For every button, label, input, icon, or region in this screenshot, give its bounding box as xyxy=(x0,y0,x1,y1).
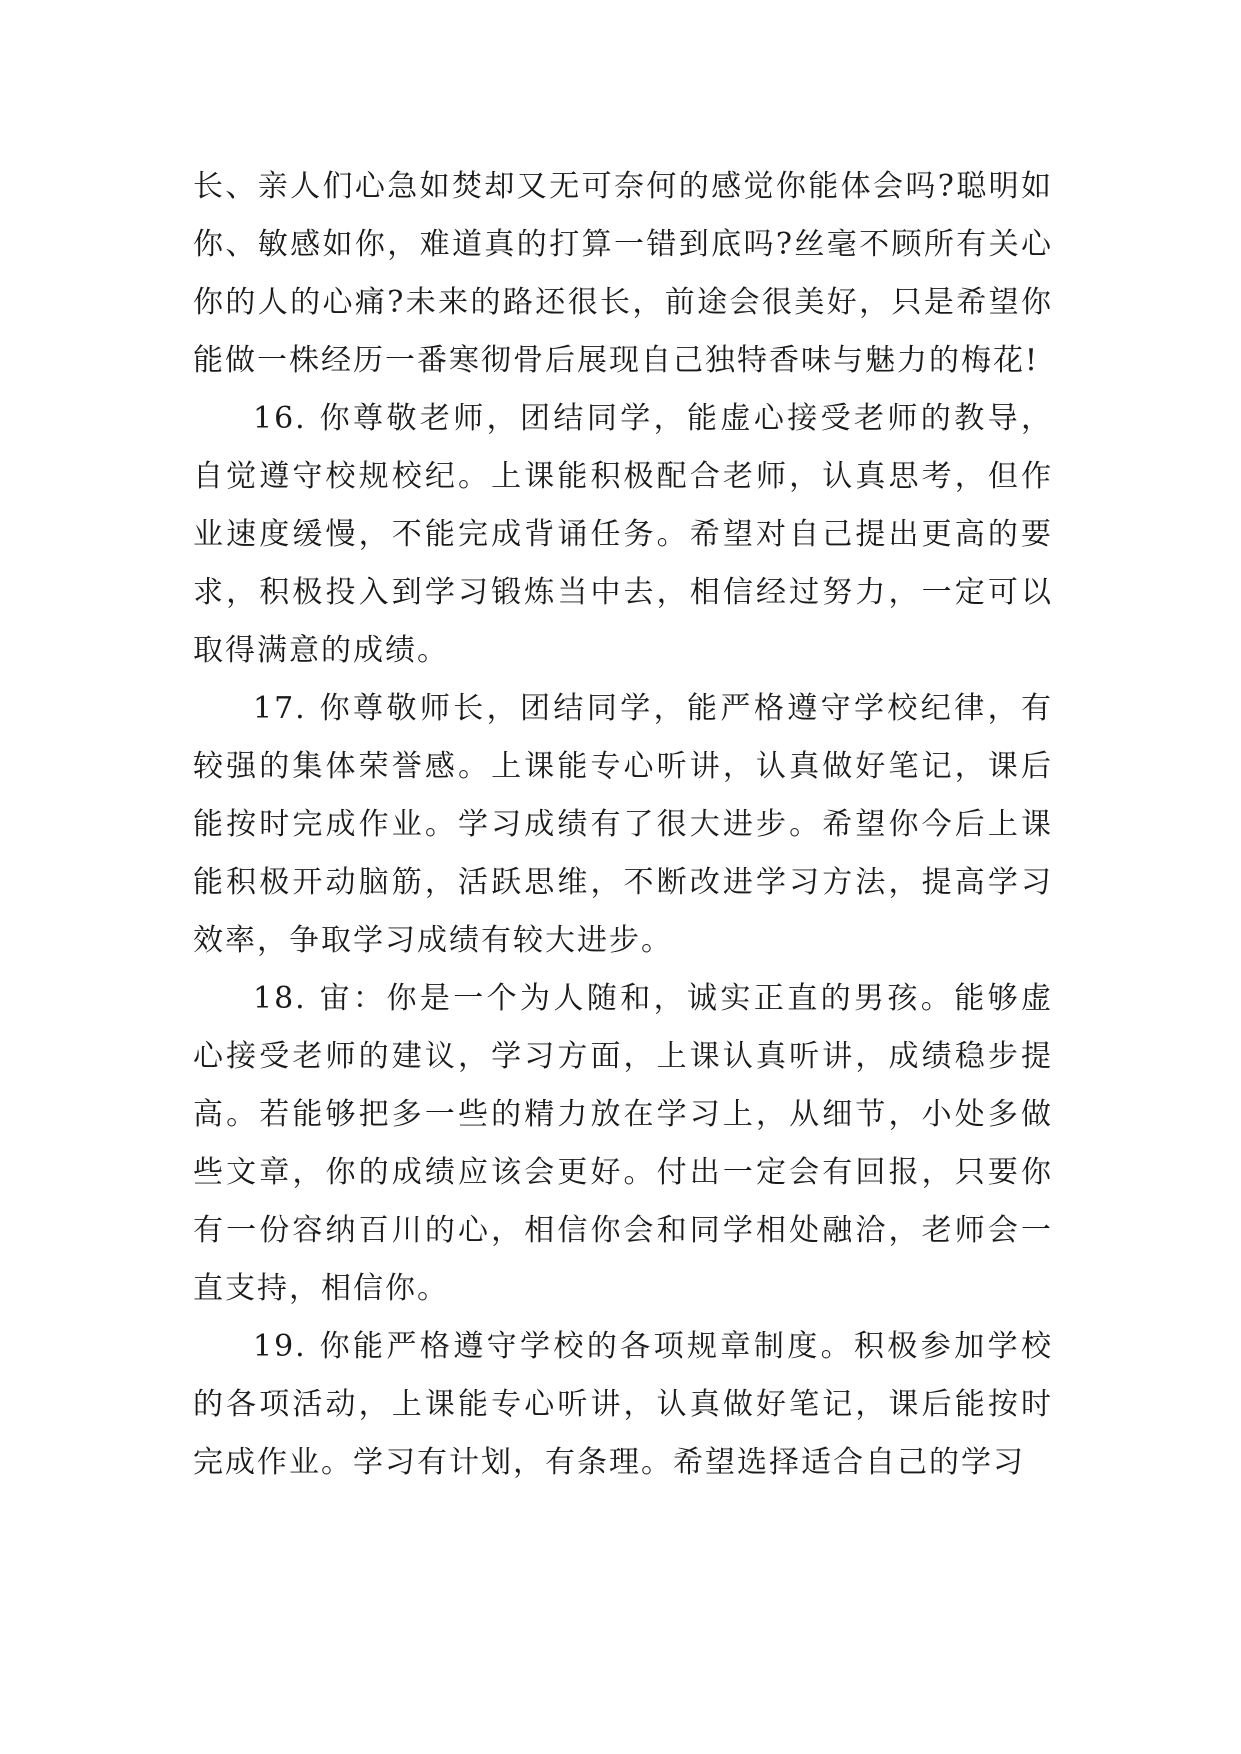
paragraph-item-18: 18. 宙：你是一个为人随和，诚实正直的男孩。能够虚心接受老师的建议，学习方面，上课认真听讲，成绩稳步提高。若能够把多一些的精力放在学习上，从细节，小处多做些文章，你的成绩应该会更好。付出一定会有回报，只要你有一份容纳百川的心，相信你会和同学相处融洽，老师会一直支持，相信你。 xyxy=(193,981,1053,1306)
paragraph-item-17: 17. 你尊敬师长，团结同学，能严格遵守学校纪律，有较强的集体荣誉感。上课能专心听讲，认真做好笔记，课后能按时完成作业。学习成绩有了很大进步。希望你今后上课能积极开动脑筋，活跃思维，不断改进学习方法，提高学习效率，争取学习成绩有较大进步。 xyxy=(193,691,1053,958)
paragraph-item-19: 19. 你能严格遵守学校的各项规章制度。积极参加学校的各项活动，上课能专心听讲，认真做好笔记，课后能按时完成作业。学习有计划，有条理。希望选择适合自己的学习 xyxy=(193,1329,1053,1480)
paragraph-continued: 长、亲人们心急如焚却又无可奈何的感觉你能体会吗?聪明如你、敏感如你，难道真的打算一错到底吗?丝毫不顾所有关心你的人的心痛?未来的路还很长，前途会很美好，只是希望你能做一株经历一番寒彻骨后展现自己独特香味与魅力的梅花! xyxy=(193,169,1053,378)
document-body xyxy=(193,158,1053,1492)
paragraph-item-16: 16. 你尊敬老师，团结同学，能虚心接受老师的教导，自觉遵守校规校纪。上课能积极配合老师，认真思考，但作业速度缓慢，不能完成背诵任务。希望对自己提出更高的要求，积极投入到学习锻炼当中去，相信经过努力，一定可以取得满意的成绩。 xyxy=(193,401,1053,668)
